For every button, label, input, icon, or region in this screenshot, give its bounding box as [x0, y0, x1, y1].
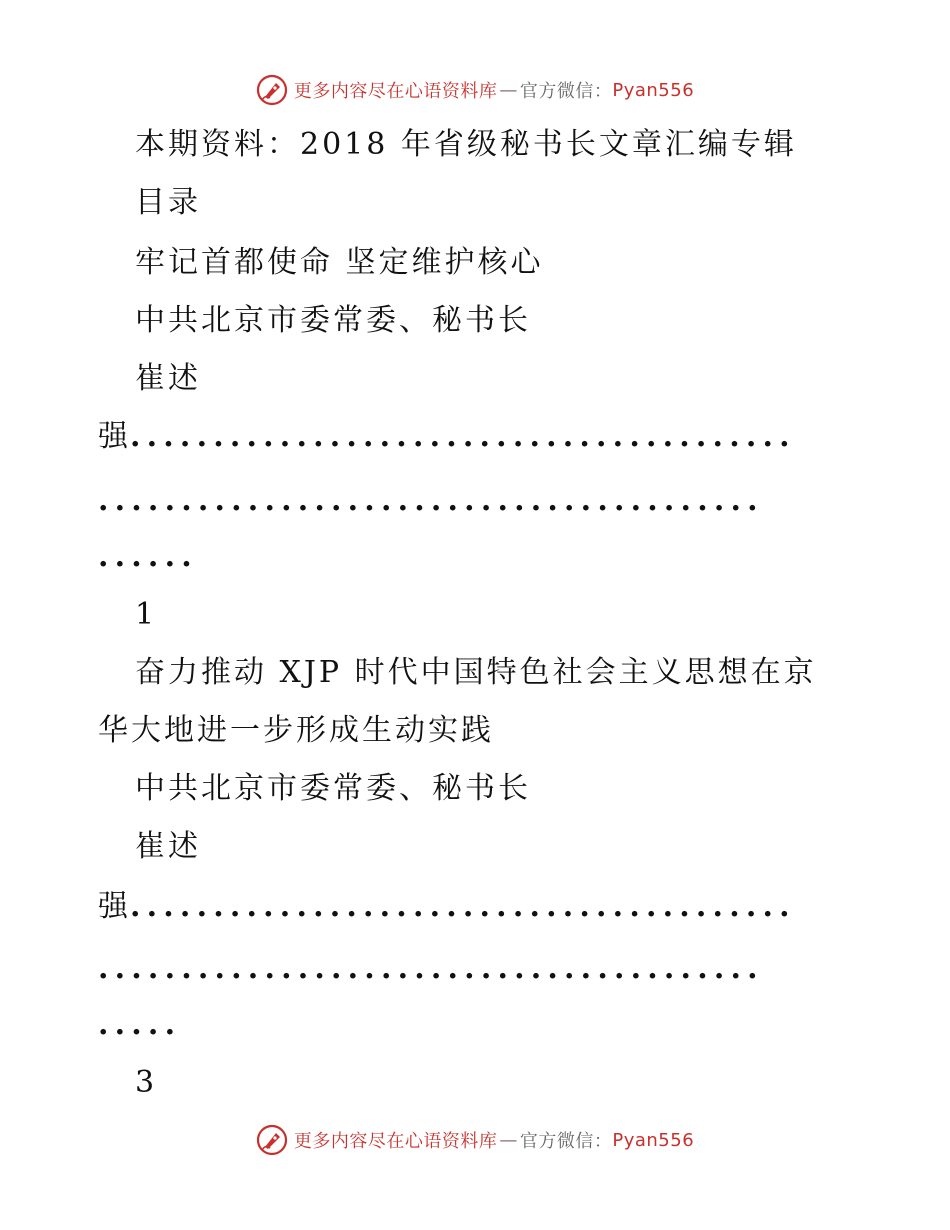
watermark-handle: Pyan556	[612, 1129, 695, 1151]
toc-entry-1-leader-3: ......	[98, 539, 198, 574]
pen-nib-icon	[256, 1124, 288, 1156]
watermark-wechat-label: 官方微信：	[519, 81, 613, 102]
toc-entry-1-leader-2: ........................................	[98, 483, 764, 518]
toc-entry-1-author-last: 强	[98, 419, 131, 454]
toc-entry-1-leader-1: ........................................	[130, 419, 796, 454]
toc-entry-1-page: 1	[135, 597, 158, 632]
toc-entry-2-org: 中共北京市委常委、秘书长	[135, 771, 531, 806]
watermark-handle: Pyan556	[612, 79, 695, 101]
toc-entry-2-author: 崔述	[135, 829, 201, 864]
toc-label: 目录	[135, 185, 201, 220]
document-heading: 本期资料：2018 年省级秘书长文章汇编专辑	[135, 127, 797, 162]
toc-entry-2-author-last: 强	[98, 889, 131, 924]
watermark-site-text: 更多内容尽在心语资料库	[293, 1131, 498, 1152]
watermark-dash: —	[499, 1129, 518, 1151]
toc-entry-1-title: 牢记首都使命 坚定维护核心	[135, 245, 544, 280]
watermark-dash: —	[499, 79, 518, 101]
toc-entry-1-org: 中共北京市委常委、秘书长	[135, 303, 531, 338]
watermark-banner-bottom	[0, 1120, 950, 1160]
toc-entry-2-leader-3: .....	[98, 1007, 182, 1042]
toc-entry-2-leader-1: ........................................	[130, 889, 796, 924]
toc-entry-2-leader-2: ........................................	[98, 951, 764, 986]
watermark-site-text: 更多内容尽在心语资料库	[293, 81, 498, 102]
watermark-banner-top	[0, 70, 950, 110]
toc-entry-2-page: 3	[135, 1065, 158, 1100]
watermark-wechat-label: 官方微信：	[519, 1131, 613, 1152]
pen-nib-icon	[256, 74, 288, 106]
toc-entry-1-author: 崔述	[135, 361, 201, 396]
toc-entry-2-title: 奋力推动 XJP 时代中国特色社会主义思想在京	[135, 655, 817, 690]
toc-entry-2-title-cont: 华大地进一步形成生动实践	[98, 713, 494, 748]
